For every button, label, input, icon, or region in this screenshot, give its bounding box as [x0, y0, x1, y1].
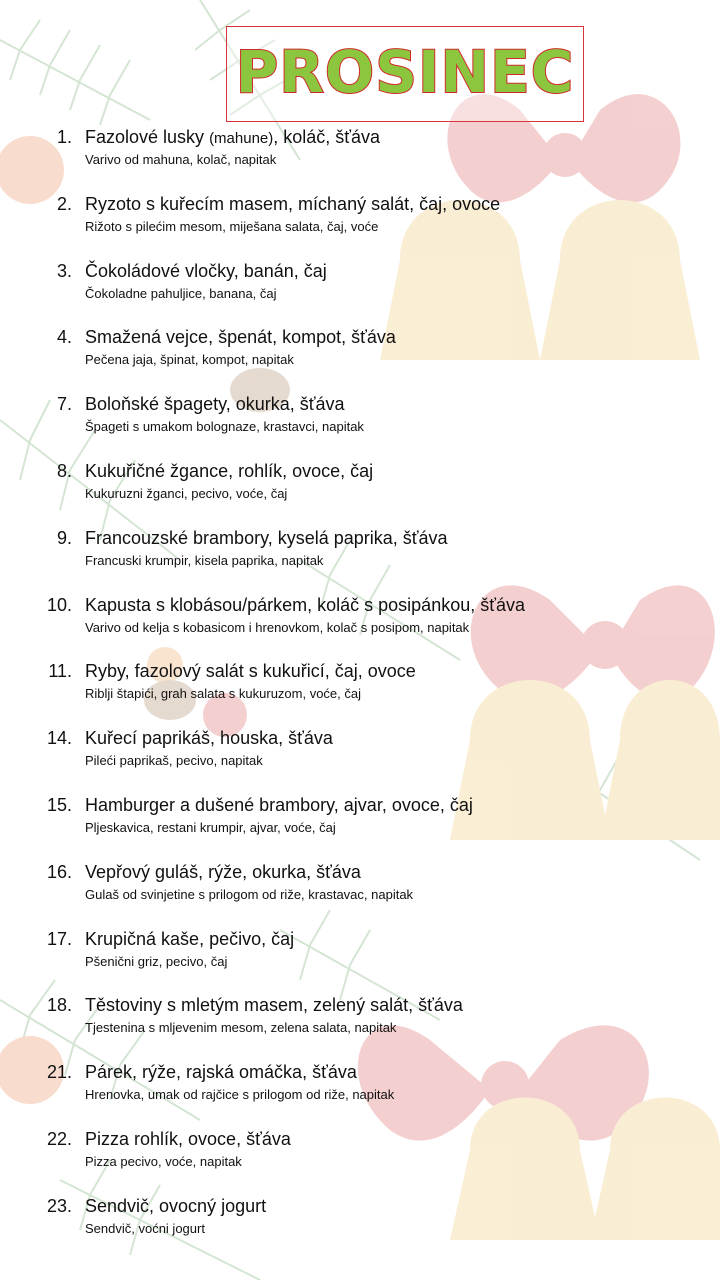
day-number: 22. — [46, 1128, 72, 1149]
menu-item — [0, 1193, 720, 1260]
dish-czech: Boloňské špagety, okurka, šťáva — [85, 394, 345, 415]
dish-croatian: Varivo od kelja s kobasicom i hrenovkom, kolač s posipom, napitak — [85, 619, 470, 635]
dish-croatian: Čokoladne pahuljice, banana, čaj — [85, 285, 277, 301]
dish-czech: Těstoviny s mletým masem, zelený salát, šťáva — [85, 995, 463, 1016]
dish-croatian: Varivo od mahuna, kolač, napitak — [85, 152, 277, 167]
dish-croatian: Gulaš od svinjetine s prilogom od riže, krastavac, napitak — [85, 886, 414, 902]
menu-item — [0, 458, 720, 525]
dish-croatian: Pileći paprikaš, pecivo, napitak — [85, 753, 263, 769]
menu-item — [0, 258, 720, 325]
menu-item — [0, 525, 720, 592]
day-number: 8. — [56, 460, 72, 481]
dish-czech: Kapusta s klobásou/párkem, koláč s posipánkou, šťáva — [85, 594, 525, 615]
menu-item — [0, 658, 720, 725]
dish-czech: Hamburger a dušené brambory, ajvar, ovoce, čaj — [85, 794, 473, 815]
page-title: PROSINEC — [235, 38, 575, 106]
day-number: 14. — [46, 728, 72, 749]
menu-item — [0, 992, 720, 1059]
dish-croatian: Pizza pecivo, voće, napitak — [85, 1153, 242, 1169]
menu-item — [0, 124, 720, 191]
dish-czech: Pizza rohlík, ovoce, šťáva — [85, 1128, 291, 1149]
menu-item — [0, 1126, 720, 1193]
dish-czech: Krupičná kaše, pečivo, čaj — [85, 928, 295, 949]
day-number: 17. — [46, 928, 72, 949]
dish-croatian: Pšenični griz, pecivo, čaj — [85, 953, 228, 969]
menu-list — [0, 124, 720, 1260]
dish-czech: Smažená vejce, špenát, kompot, šťáva — [85, 327, 396, 348]
dish-czech: Francouzské brambory, kyselá paprika, šťáva — [85, 527, 448, 548]
dish-czech: Kukuřičné žgance, rohlík, ovoce, čaj — [85, 460, 374, 481]
menu-item — [0, 1059, 720, 1126]
menu-item — [0, 592, 720, 659]
menu-item — [0, 725, 720, 792]
menu-item — [0, 792, 720, 859]
dish-croatian: Kukuruzni žganci, pecivo, voće, čaj — [85, 485, 288, 501]
day-number: 1. — [56, 127, 72, 147]
day-number: 23. — [46, 1195, 72, 1216]
day-number: 11. — [48, 661, 72, 682]
day-number: 16. — [46, 861, 72, 882]
dish-croatian: Špageti s umakom bolognaze, krastavci, napitak — [85, 419, 364, 435]
dish-czech: Čokoládové vločky, banán, čaj — [85, 260, 327, 281]
menu-item — [0, 191, 720, 258]
day-number: 4. — [56, 327, 72, 348]
dish-croatian: Pečena jaja, špinat, kompot, napitak — [85, 352, 294, 368]
day-number: 2. — [56, 193, 72, 214]
dish-croatian: Tjestenina s mljevenim mesom, zelena salata, napitak — [85, 1020, 397, 1036]
dish-croatian: Rižoto s pilećim mesom, miješana salata, čaj, voće — [85, 218, 379, 234]
dish-czech: Párek, rýže, rajská omáčka, šťáva — [85, 1062, 357, 1083]
dish-croatian: Francuski krumpir, kisela paprika, napitak — [85, 552, 324, 568]
dish-croatian: Sendvič, voćni jogurt — [85, 1220, 205, 1236]
menu-item — [0, 859, 720, 926]
dish-czech: Vepřový guláš, rýže, okurka, šťáva — [85, 861, 361, 882]
menu-item — [0, 926, 720, 993]
dish-croatian: Riblji štapići, grah salata s kukuruzom, voće, čaj — [85, 686, 362, 702]
day-number: 21. — [46, 1062, 72, 1083]
day-number: 9. — [56, 527, 72, 548]
dish-czech: Fazolové lusky (mahune), koláč, šťáva — [85, 127, 381, 147]
dish-croatian: Pljeskavica, restani krumpir, ajvar, voće, čaj — [85, 819, 336, 835]
menu-item — [0, 324, 720, 391]
title-box — [226, 26, 584, 122]
day-number: 7. — [56, 394, 72, 415]
day-number: 10. — [46, 594, 72, 615]
dish-croatian: Hrenovka, umak od rajčice s prilogom od riže, napitak — [85, 1087, 395, 1103]
dish-czech: Ryby, fazolový salát s kukuřicí, čaj, ovoce — [85, 661, 416, 682]
day-number: 18. — [46, 995, 72, 1016]
dish-czech: Ryzoto s kuřecím masem, míchaný salát, čaj, ovoce — [85, 193, 501, 214]
dish-czech: Sendvič, ovocný jogurt — [85, 1195, 267, 1216]
day-number: 3. — [56, 260, 72, 281]
dish-czech: Kuřecí paprikáš, houska, šťáva — [85, 728, 333, 749]
dish-note: (mahune) — [209, 130, 274, 147]
day-number: 15. — [46, 794, 72, 815]
menu-item — [0, 391, 720, 458]
